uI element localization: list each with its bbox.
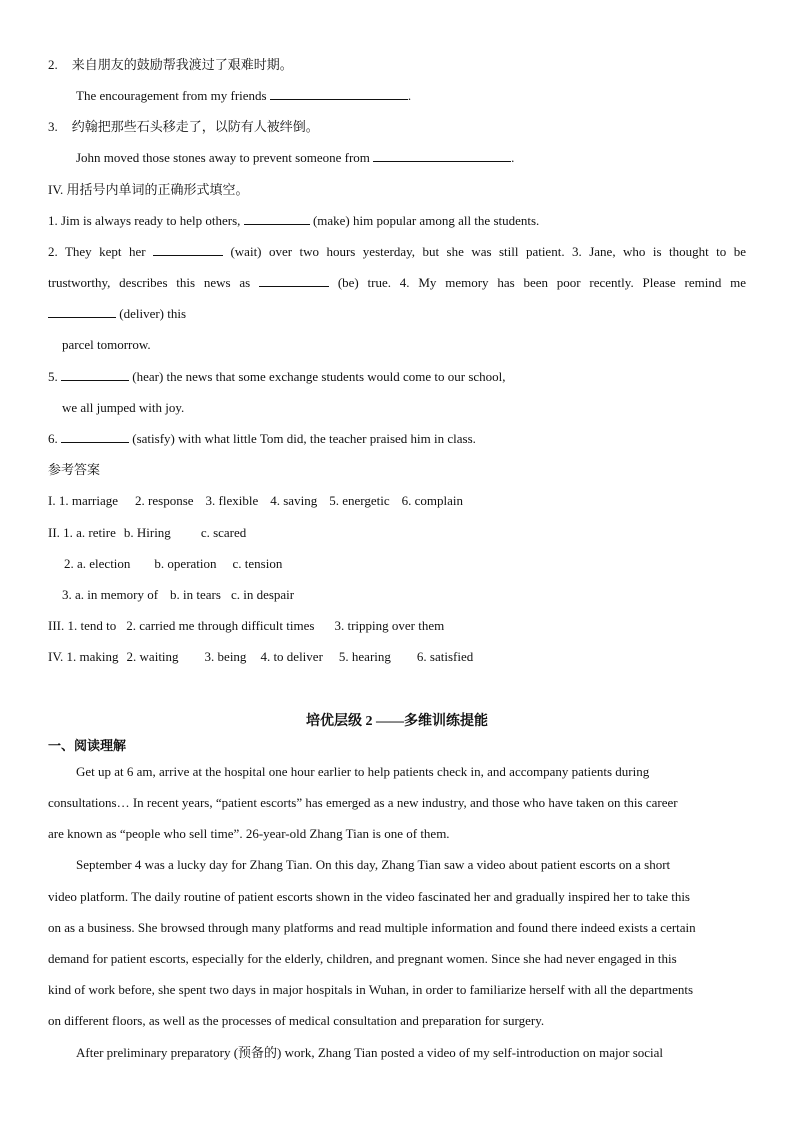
section-iv-q4: (deliver) this (48, 305, 746, 323)
translation-item-2 (48, 56, 746, 74)
answer-blank[interactable] (61, 430, 129, 443)
item-number: 2. (48, 57, 58, 72)
section-iv-q5: 5. (hear) the news that some exchange students would come to our school, (48, 369, 506, 384)
section-iv-q3: trustworthy, describes this news as (be) true. 4. My memory has been poor recently. Please remind me (48, 275, 746, 290)
passage-p1-line: consultations… In recent years, “patient escorts” has emerged as a new industry, and those who have taken on this career (48, 795, 678, 810)
answer-line-4: 3. a. in memory of b. in tears c. in despair (62, 587, 295, 602)
answer-line-6: IV. 1. making 2. waiting 3. being 4. to deliver 5. hearing 6. satisfied (48, 649, 474, 664)
answer-blank[interactable] (48, 305, 116, 318)
passage-p2-line: kind of work before, she spent two days in major hospitals in Wuhan, in order to familiarize herself with all the departments (48, 982, 694, 997)
answer-blank[interactable] (259, 274, 329, 287)
answers-title: 参考答案 (48, 462, 101, 477)
passage-p1-line: Get up at 6 am, arrive at the hospital one hour earlier to help patients check in, and accompany patients during (76, 764, 650, 779)
english-prompt: John moved those stones away to prevent someone from (76, 150, 370, 165)
passage-p2-line: September 4 was a lucky day for Zhang Tian. On this day, Zhang Tian saw a video about patient escorts on a short (76, 857, 671, 872)
answer-blank[interactable] (153, 243, 223, 256)
translation-item-3 (48, 118, 746, 136)
english-prompt: The encouragement from my friends (76, 88, 267, 103)
section-iv-q5-cont: we all jumped with joy. (62, 400, 185, 415)
answer-blank[interactable] (270, 87, 408, 100)
translation-item-3-english: John moved those stones away to prevent someone from . (76, 150, 515, 165)
section-iv-q1: 1. Jim is always ready to help others, (make) him popular among all the students. (48, 213, 540, 228)
item-number: 3. (48, 119, 58, 134)
section-iv-q4-cont: parcel tomorrow. (62, 337, 151, 352)
passage-p3-line: After preliminary preparatory (预备的) work, Zhang Tian posted a video of my self-introduction on major social (76, 1045, 664, 1060)
answer-blank[interactable] (373, 149, 511, 162)
passage-p1-line: are known as “people who sell time”. 26-year-old Zhang Tian is one of them. (48, 826, 450, 841)
answer-blank[interactable] (244, 212, 310, 225)
translation-item-2-english: The encouragement from my friends . (76, 88, 412, 103)
section-heading: 培优层级 2 ——多维训练提能 (306, 714, 488, 729)
chinese-sentence: 约翰把那些石头移走了，以防有人被绊倒。 (71, 119, 319, 134)
chinese-sentence: 来自朋友的鼓励帮我渡过了艰难时期。 (71, 57, 293, 72)
answer-line-5: III. 1. tend to 2. carried me through difficult times 3. tripping over them (48, 618, 445, 633)
section-iv-title: IV. 用括号内单词的正确形式填空。 (48, 182, 249, 197)
answer-line-3: 2. a. election b. operation c. tension (64, 556, 283, 571)
reading-subheading: 一、阅读理解 (48, 738, 127, 753)
passage-p2-line: on as a business. She browsed through many platforms and read multiple information and found there indeed exists a certain (48, 920, 696, 935)
answer-blank[interactable] (61, 368, 129, 381)
passage-p2-line: video platform. The daily routine of patient escorts shown in the video fascinated her and gradually inspired her to take this (48, 889, 690, 904)
section-iv-q2: 2. They kept her (wait) over two hours yesterday, but she was still patient. 3. Jane, who is thought to be (48, 244, 746, 259)
section-iv-q6: 6. (satisfy) with what little Tom did, the teacher praised him in class. (48, 431, 476, 446)
answer-line-1: I. 1. marriage 2. response 3. flexible 4. saving 5. energetic 6. complain (48, 493, 463, 508)
answer-line-2: II. 1. a. retire b. Hiring c. scared (48, 525, 247, 540)
passage-p2-line: demand for patient escorts, especially for the elderly, children, and pregnant women. Since she had never engaged in this (48, 951, 677, 966)
passage-p2-line: on different floors, as well as the processes of medical consultation and preparation for surgery. (48, 1013, 545, 1028)
